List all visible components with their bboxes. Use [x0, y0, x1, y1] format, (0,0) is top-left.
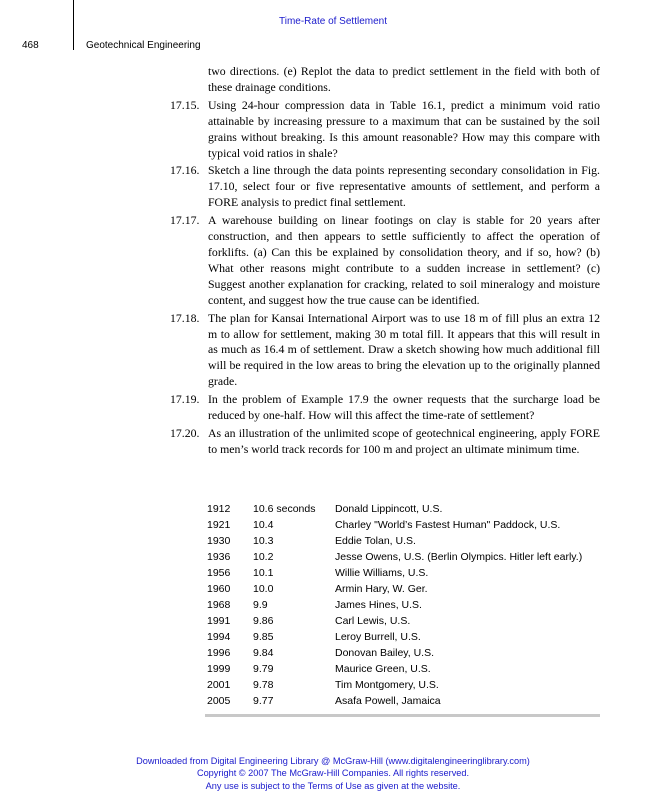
footer-copyright: Copyright © 2007 The McGraw-Hill Companies. All rights reserved.	[196, 768, 470, 779]
running-title: Time-Rate of Settlement	[278, 16, 387, 27]
time-cell: 9.9	[253, 598, 268, 611]
problem-item	[170, 426, 600, 458]
problem-number: 17.19.	[170, 392, 200, 407]
problem-number: 17.16.	[170, 163, 200, 178]
year-cell: 1912	[207, 503, 231, 515]
problem-item	[170, 213, 600, 308]
holder-cell: Jesse Owens, U.S. (Berlin Olympics. Hitler left early.)	[335, 550, 583, 563]
time-cell: 10.3	[253, 534, 274, 547]
table-row	[205, 647, 600, 663]
problem-number: 17.15.	[170, 97, 200, 112]
book-title: Geotechnical Engineering	[86, 40, 201, 51]
problem-number: 17.20.	[170, 425, 200, 440]
problem-item	[170, 311, 600, 391]
time-cell: 10.1	[253, 566, 274, 579]
table-row	[205, 663, 600, 679]
holder-cell: Willie Williams, U.S.	[335, 566, 429, 579]
table-bottom-rule	[205, 714, 600, 717]
header-divider	[73, 0, 74, 50]
year-cell: 1994	[207, 630, 231, 643]
holder-cell: Eddie Tolan, U.S.	[335, 534, 416, 547]
year-cell: 1968	[207, 598, 231, 611]
problem-text: The plan for Kansai International Airport was to use 18 m of fill plus an extra 12 m to allow for settlement, making 30 m total fill. It appears that this will result in as much as 16.4 m of settlement. Draw a sketch showing how much additional fill will be required in the low areas to bring the elevation up to the originally planned grade.	[208, 310, 600, 389]
year-cell: 1999	[207, 662, 231, 675]
continuation-text: two directions. (e) Replot the data to predict settlement in the field with both of these drainage conditions.	[208, 64, 600, 94]
time-cell: 10.4	[253, 518, 274, 531]
footer	[0, 755, 666, 792]
table-row	[205, 551, 600, 567]
year-cell: 1960	[207, 582, 231, 595]
time-cell: 9.78	[253, 678, 274, 691]
holder-cell: Donovan Bailey, U.S.	[335, 646, 435, 659]
holder-cell: James Hines, U.S.	[335, 598, 422, 611]
time-cell: 10.2	[253, 550, 274, 563]
table-row	[205, 631, 600, 647]
table-row	[205, 535, 600, 551]
holder-cell: Donald Lippincott, U.S.	[335, 503, 443, 515]
problem-text: In the problem of Example 17.9 the owner requests that the surcharge load be reduced by one-half. How will this affect the time-rate of settlement?	[208, 392, 600, 423]
problem-text: Using 24-hour compression data in Table 16.1, predict a minimum void ratio attainable by increasing pressure to a maximum that can be sustained by the soil grains without breaking. Is this amount reasonable? How may this compare with typical void ratios in shale?	[208, 97, 600, 160]
table-row	[205, 679, 600, 695]
year-cell: 2005	[207, 694, 231, 707]
holder-cell: Asafa Powell, Jamaica	[335, 694, 441, 707]
time-cell: 9.86	[253, 614, 274, 627]
table-row	[205, 695, 600, 711]
time-cell: 10.6 seconds	[253, 503, 316, 515]
problem-item	[170, 98, 600, 162]
year-cell: 1930	[207, 534, 231, 547]
time-cell: 10.0	[253, 582, 274, 595]
problem-number: 17.18.	[170, 310, 200, 325]
holder-cell: Charley "World’s Fastest Human" Paddock, U.S.	[335, 518, 561, 531]
year-cell: 2001	[207, 678, 231, 691]
problem-item	[170, 163, 600, 211]
year-cell: 1991	[207, 614, 231, 627]
problem-number: 17.17.	[170, 213, 200, 228]
problem-item	[170, 392, 600, 424]
time-cell: 9.84	[253, 646, 274, 659]
table-row	[205, 615, 600, 631]
page-number: 468	[22, 40, 39, 51]
year-cell: 1921	[207, 518, 231, 531]
table-row	[205, 599, 600, 615]
holder-cell: Leroy Burrell, U.S.	[335, 630, 421, 643]
table-row	[205, 519, 600, 535]
holder-cell: Armin Hary, W. Ger.	[335, 582, 428, 595]
time-cell: 9.85	[253, 630, 274, 643]
year-cell: 1956	[207, 566, 231, 579]
table-row	[205, 567, 600, 583]
time-cell: 9.79	[253, 662, 274, 675]
table-row	[205, 503, 600, 519]
holder-cell: Carl Lewis, U.S.	[335, 614, 411, 627]
year-cell: 1936	[207, 550, 231, 563]
track-records-table	[205, 503, 600, 711]
holder-cell: Maurice Green, U.S.	[335, 662, 431, 675]
footer-download-link[interactable]: Downloaded from Digital Engineering Library @ McGraw-Hill (www.digitalengineeringlibrary.com)	[136, 756, 530, 766]
year-cell: 1996	[207, 646, 231, 659]
problem-text: Sketch a line through the data points representing secondary consolidation in Fig. 17.10, select four or five representative amounts of settlement, and perform a FORE analysis to predict final settlement.	[208, 163, 600, 210]
holder-cell: Tim Montgomery, U.S.	[335, 678, 439, 691]
time-cell: 9.77	[253, 694, 274, 707]
problem-list	[170, 64, 600, 458]
table-row	[205, 583, 600, 599]
problem-text: A warehouse building on linear footings on clay is stable for 20 years after construction, and then appears to settle sufficiently to affect the operation of forklifts. (a) Can this be explained by consolidation theory, and if so, how? (b) What other reasons might contribute to a sudden increase in settlement? (c) Suggest another explanation for cracking, related to soil mineralogy and moisture content, and suggest how the true cause can be identified.	[208, 213, 600, 307]
problem-text: As an illustration of the unlimited scope of geotechnical engineering, apply FORE to men’s world track records for 100 m and project an ultimate minimum time.	[208, 425, 600, 456]
footer-terms-link[interactable]: Any use is subject to the Terms of Use as given at the website.	[205, 780, 461, 791]
